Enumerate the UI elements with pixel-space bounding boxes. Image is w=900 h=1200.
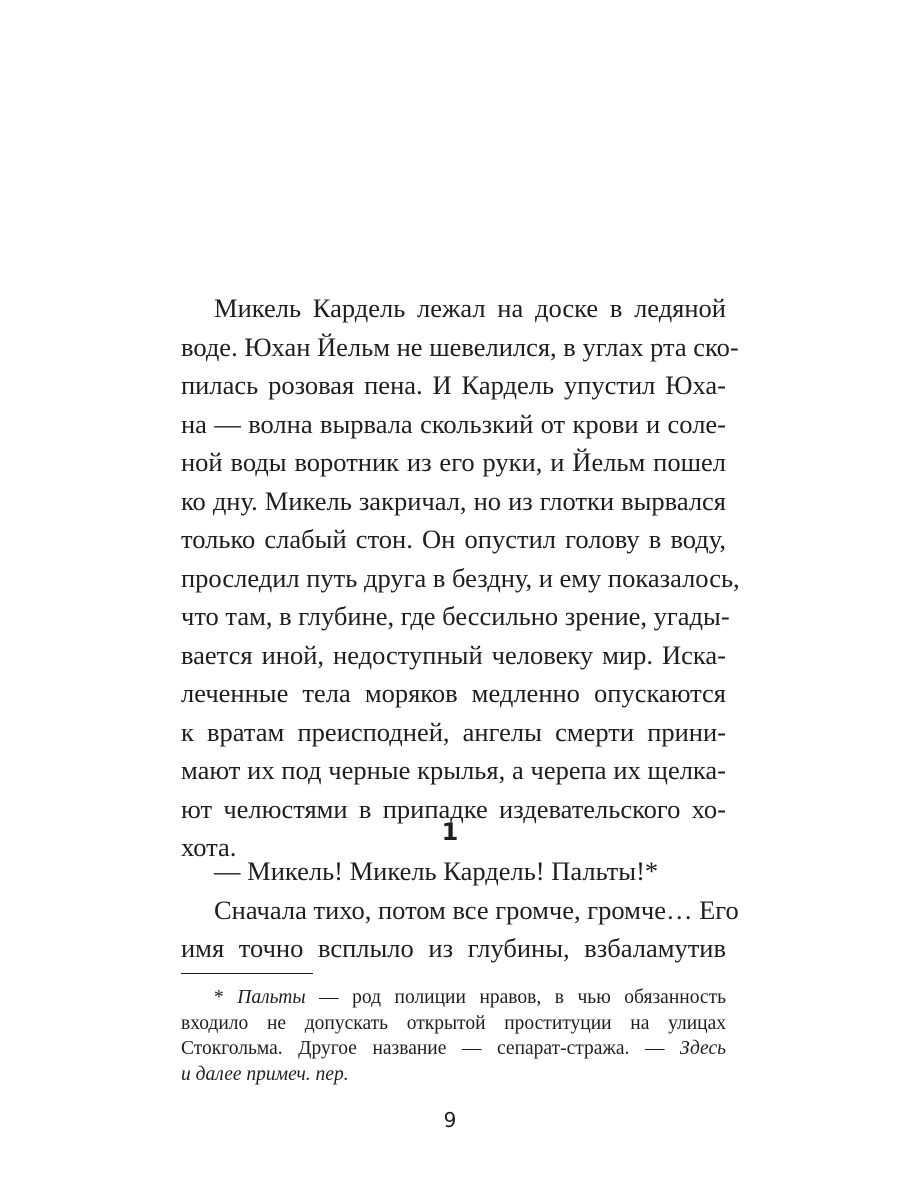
footnote-line [181, 1036, 726, 1062]
text-line: проследил путь друга в бездну, и ему показалось, [181, 562, 740, 593]
text-line: имя точно всплыло из глубины, взбаламутив [181, 933, 726, 963]
text-line: леченные тела моряков медленно опускаются [181, 678, 726, 708]
footnote-line [181, 1062, 726, 1088]
footnote-italic: Здесь [680, 1038, 726, 1059]
footnote-italic: и далее примеч. пер. [181, 1063, 349, 1085]
footnote-line [181, 985, 726, 1011]
text-line: что там, в глубине, где бессильно зрение, угады- [181, 601, 730, 631]
text-line: — Микель! Микель Кардель! Пальты!* [214, 856, 659, 886]
text-line: вается иной, недоступный человеку мир. Иска- [181, 639, 726, 670]
prologue-paragraph [181, 289, 740, 867]
text-line: Сначала тихо, потом все громче, громче… Его [214, 894, 739, 925]
text-line: только слабый стон. Он опустил голову в воду, [181, 524, 726, 554]
text-line: на — волна вырвала скользкий от крови и соле- [181, 408, 726, 439]
text-line: ной воды воротник из его руки, и Йельм пошел [181, 447, 726, 477]
chapter-number: 1 [441, 818, 459, 846]
text-line: воде. Юхан Йельм не шевелился, в углах рта ско- [181, 331, 739, 362]
chapter-paragraph [181, 852, 739, 968]
page-number: 9 [443, 1108, 457, 1132]
footnote-divider [181, 973, 313, 974]
text-line: к вратам преисподней, ангелы смерти прини- [181, 716, 726, 747]
text-line: Микель Кардель лежал на доске в ледяной [214, 293, 726, 323]
text-line: ко дну. Микель закричал, но из глотки вырвался [181, 485, 726, 516]
footnote-term: Пальты [237, 987, 306, 1008]
footnote-line: входило не допускать открытой проституции на улицах [181, 1012, 726, 1034]
footnote-text: — род полиции нравов, в чью обязанность [305, 987, 726, 1008]
text-line: пилась розовая пена. И Кардель упустил Юха- [181, 370, 726, 400]
text-line: мают их под черные крылья, а черепа их щелка- [181, 755, 726, 785]
text-line: хота. [181, 832, 237, 862]
text-line: ют челюстями в припадке издевательского хо- [181, 793, 726, 824]
footnote [181, 985, 726, 1087]
footnote-text: Стокгольма. Другое название — сепарат-стража. — [181, 1038, 681, 1059]
footnote-marker: * [214, 987, 224, 1008]
